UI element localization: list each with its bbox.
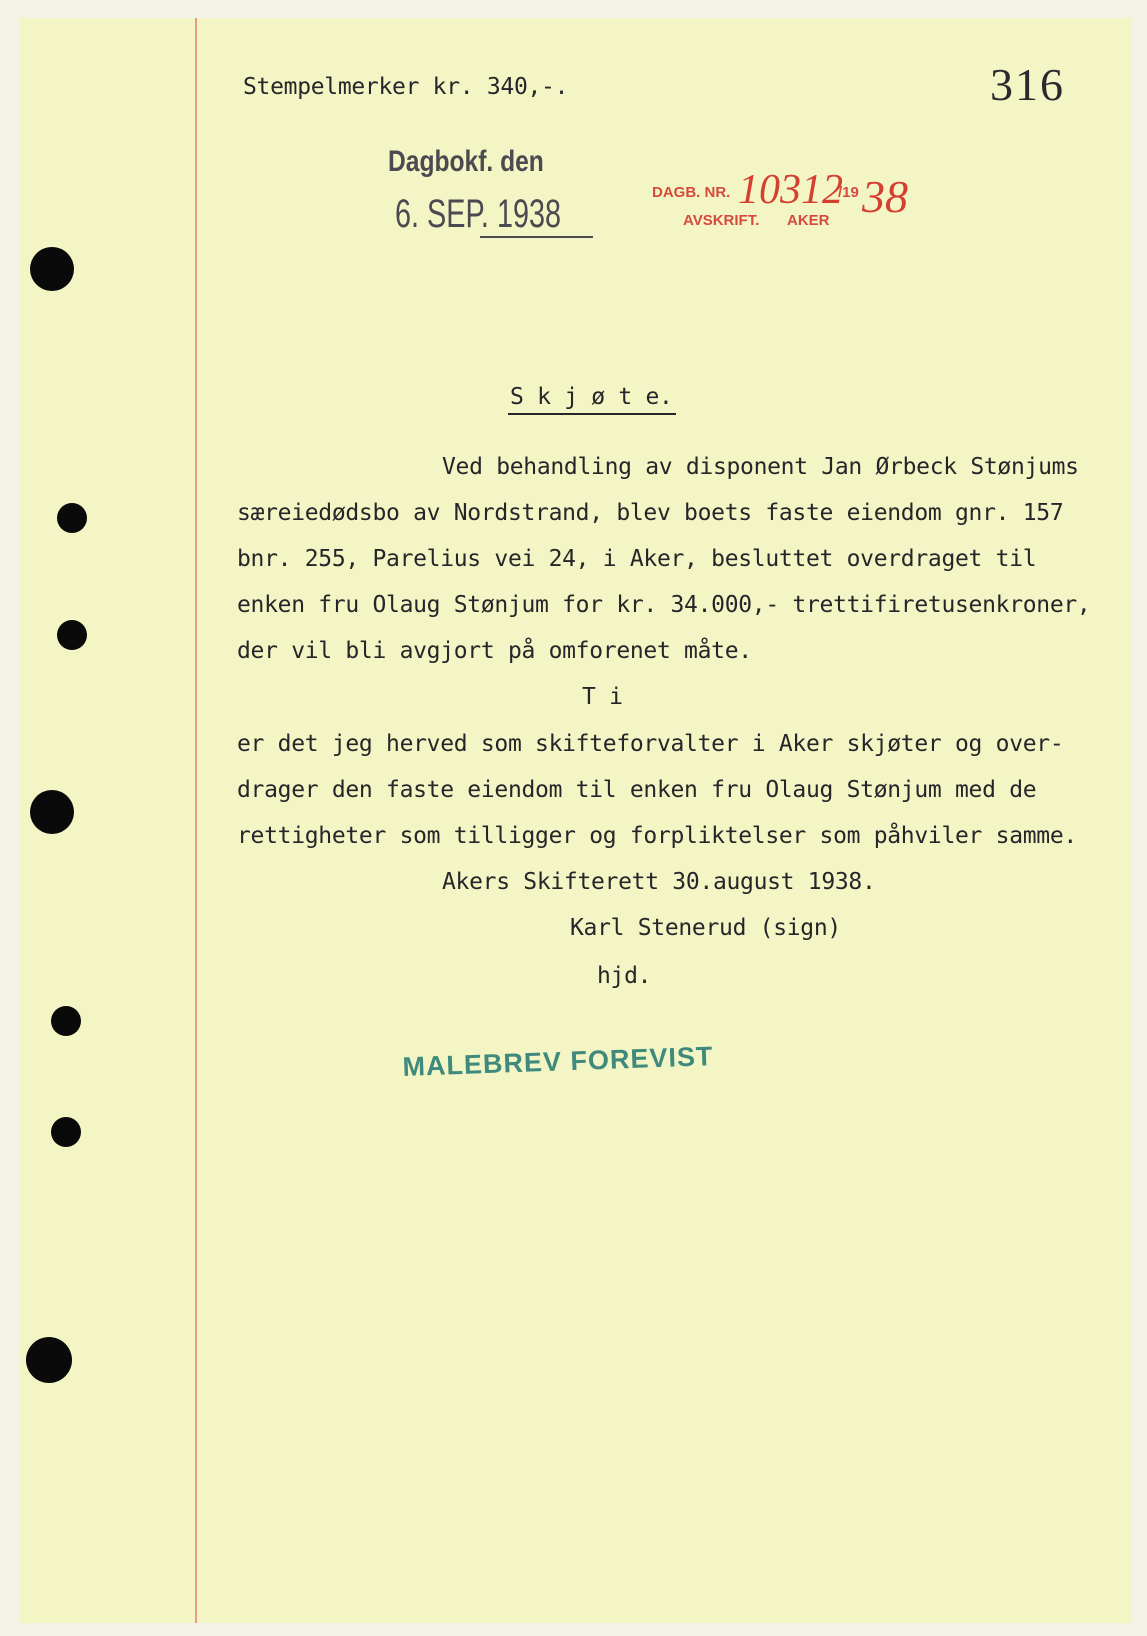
- punch-hole: [30, 790, 74, 834]
- stamp-duty-text: Stempelmerker kr. 340,-.: [243, 74, 569, 100]
- registry-label-dagb: DAGB. NR.: [652, 184, 731, 201]
- body-line: enken fru Olaug Stønjum for kr. 34.000,- trettifiretusenkroner,: [237, 592, 1091, 618]
- page-number: 316: [990, 59, 1065, 110]
- registry-year: 38: [862, 171, 908, 222]
- document-title: S k j ø t e.: [510, 384, 673, 410]
- date-stamp-line1: Dagbokf. den: [388, 145, 544, 178]
- punch-hole: [57, 503, 87, 533]
- margin-line: [195, 18, 197, 1623]
- body-line: særeiedødsbo av Nordstrand, blev boets faste eiendom gnr. 157: [237, 500, 1064, 526]
- date-stamp-line2: 6. SEP. 1938: [395, 192, 562, 236]
- signature: Karl Stenerud (sign): [570, 915, 841, 941]
- document-page: [20, 18, 1132, 1623]
- registry-year-prefix: /19: [838, 184, 859, 201]
- date-stamp-underline: [480, 236, 593, 238]
- initials: hjd.: [597, 963, 652, 989]
- punch-hole: [57, 620, 87, 650]
- place-date: Akers Skifterett 30.august 1938.: [442, 869, 876, 895]
- punch-hole: [26, 1337, 72, 1383]
- registry-label-avskrift: AVSKRIFT.: [683, 212, 760, 229]
- malebrev-stamp: MALEBREV FOREVIST: [402, 1041, 714, 1082]
- punch-hole: [51, 1117, 81, 1147]
- registry-number: 10312: [738, 167, 843, 213]
- body-line: der vil bli avgjort på omforenet måte.: [237, 638, 752, 664]
- registry-label-aker: AKER: [787, 212, 830, 229]
- body-line: drager den faste eiendom til enken fru Olaug Stønjum med de: [237, 777, 1037, 803]
- body-line: rettigheter som tilligger og forpliktelser som påhviler samme.: [237, 823, 1077, 849]
- body-line: bnr. 255, Parelius vei 24, i Aker, besluttet overdraget til: [237, 546, 1037, 572]
- punch-hole: [30, 247, 74, 291]
- ti-heading: T i: [582, 684, 623, 710]
- body-line: er det jeg herved som skifteforvalter i Aker skjøter og over-: [237, 731, 1064, 757]
- punch-hole: [51, 1006, 81, 1036]
- body-line: Ved behandling av disponent Jan Ørbeck Stønjums: [442, 454, 1079, 480]
- title-underline: [508, 413, 676, 415]
